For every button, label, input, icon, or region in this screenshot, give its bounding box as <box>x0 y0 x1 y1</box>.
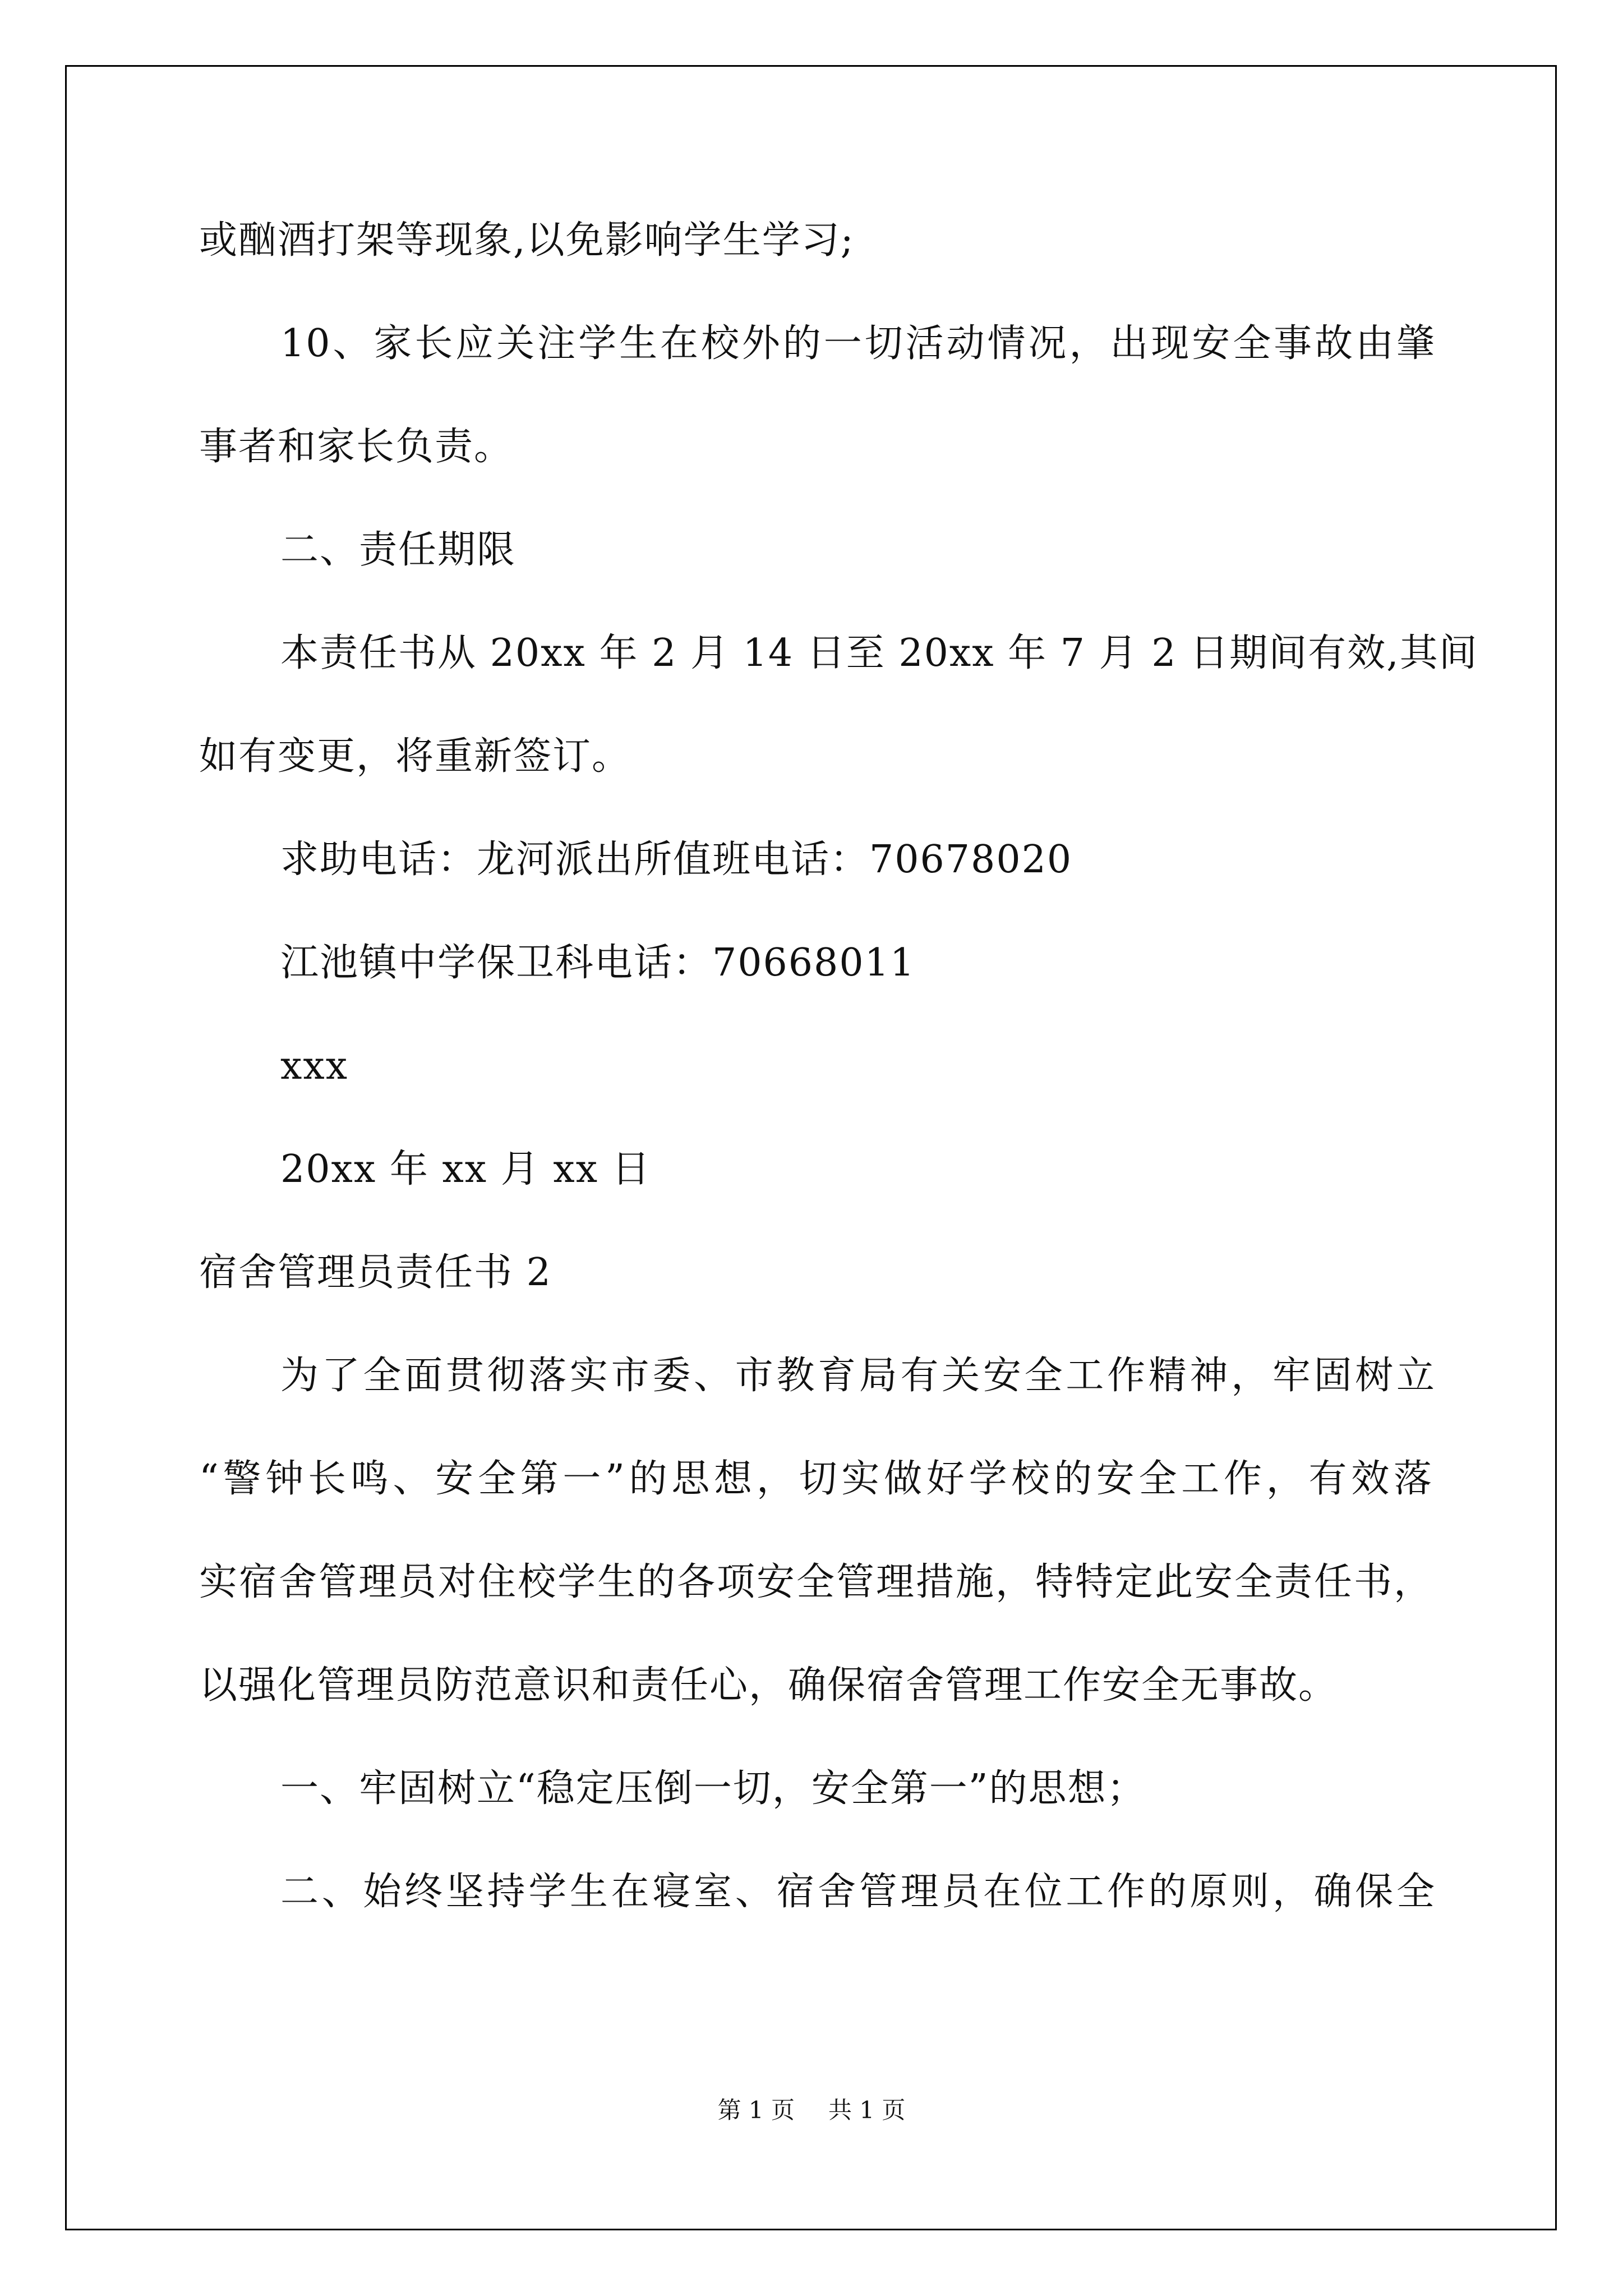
text-line: 如有变更，将重新签订。 <box>199 734 631 779</box>
text-line: 求助电话：龙河派出所值班电话：70678020 <box>280 838 1073 882</box>
text-line: 或酗酒打架等现象,以免影响学生学习; <box>199 218 855 263</box>
text-line: “警钟长鸣、安全第一”的思想，切实做好学校的安全工作，有效落 <box>199 1457 1433 1501</box>
signature-date: 20xx 年 xx 月 xx 日 <box>280 1147 651 1191</box>
text-line: 10、家长应关注学生在校外的一切活动情况，出现安全事故由肇 <box>280 321 1436 366</box>
page-total: 共 1 页 <box>828 2096 906 2124</box>
text-line: 江池镇中学保卫科电话：70668011 <box>280 941 916 985</box>
text-line: 事者和家长负责。 <box>199 425 514 469</box>
signature-name: xxx <box>280 1044 349 1088</box>
text-line: 实宿舍管理员对住校学生的各项安全管理措施，特特定此安全责任书， <box>199 1560 1433 1604</box>
text-line: 为了全面贯彻落实市委、市教育局有关安全工作精神，牢固树立 <box>280 1354 1436 1398</box>
text-line: 二、始终坚持学生在寝室、宿舍管理员在位工作的原则，确保全 <box>280 1870 1436 1914</box>
section-heading: 二、责任期限 <box>280 528 517 572</box>
text-line: 一、牢固树立“稳定压倒一切，安全第一”的思想； <box>280 1766 1146 1811</box>
page-number: 第 1 页 <box>717 2096 795 2124</box>
text-line: 以强化管理员防范意识和责任心，确保宿舍管理工作安全无事故。 <box>199 1663 1338 1708</box>
text-line: 本责任书从 20xx 年 2 月 14 日至 20xx 年 7 月 2 日期间有效,其间 <box>280 631 1478 675</box>
page-footer <box>0 2093 1623 2127</box>
document-title: 宿舍管理员责任书 2 <box>199 1250 552 1295</box>
